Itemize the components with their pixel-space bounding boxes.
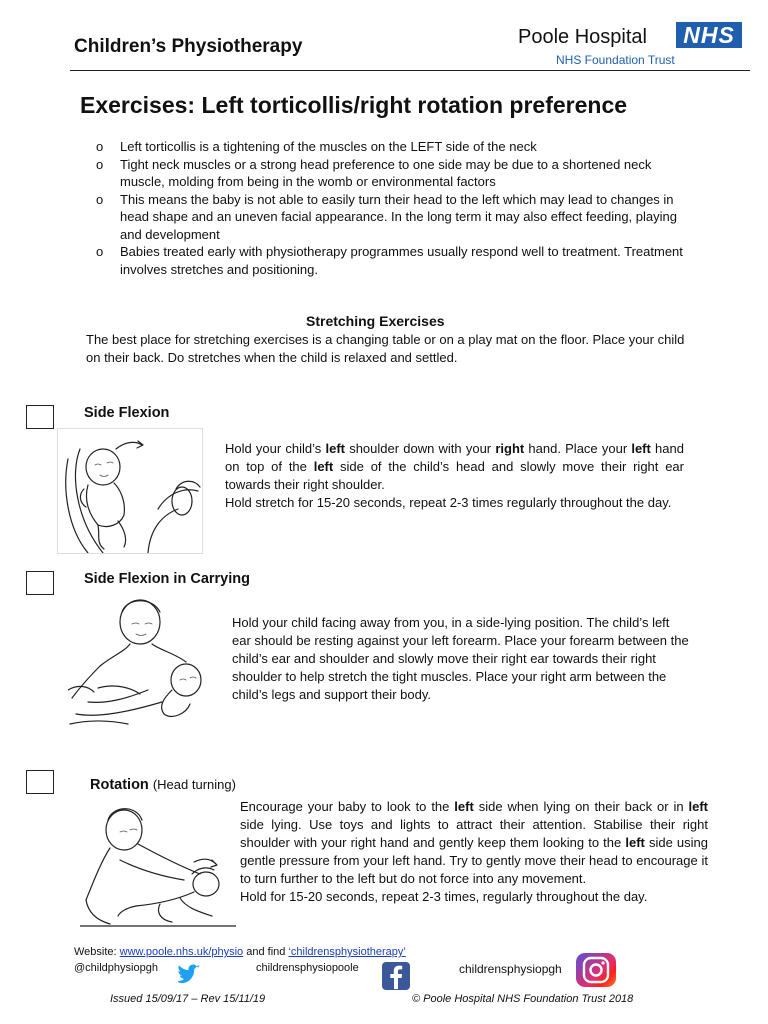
- instruction-text: side of the child’s head and slowly move their right ear towards their right shoulder.: [225, 459, 684, 492]
- instagram-camera-icon[interactable]: [576, 953, 616, 987]
- instruction-text: side lying. Use toys and lights to attract their attention. Stabilise their right shoulder with your right hand and gently keep them looking to the: [240, 817, 708, 850]
- bullet-text: This means the baby is not able to easily turn their head to the left which may lead to changes in head shape and an uneven facial appearance. In the long term it may also effect feeding, playing and development: [120, 191, 677, 242]
- rotation-illustration: [80, 800, 236, 928]
- bullet-marker: o: [96, 244, 104, 259]
- emphasis-text: right: [495, 441, 525, 456]
- bullet-marker: o: [96, 139, 104, 154]
- exercise-instructions: [225, 441, 684, 492]
- section-intro: The best place for stretching exercises is a changing table or on a play mat on the floor. Place your child on their back. Do stretches when the child is relaxed and settled.: [86, 332, 685, 365]
- emphasis-text: left: [313, 459, 334, 474]
- carrying-checkbox[interactable]: [26, 571, 54, 595]
- side-flexion-description: [225, 440, 684, 512]
- exercise-title: [90, 777, 236, 793]
- instruction-text: Hold your child’s: [225, 441, 326, 456]
- instruction-text: Encourage your baby to look to the: [240, 799, 455, 814]
- rotation-note: (Head turning): [152, 777, 236, 792]
- copyright: © Poole Hospital NHS Foundation Trust 2018: [412, 993, 634, 1005]
- header-divider: [70, 70, 750, 71]
- department-title: Children’s Physiotherapy: [74, 36, 303, 57]
- nhs-logo: NHS: [676, 22, 742, 48]
- instruction-text: hand. Place your: [524, 441, 632, 456]
- emphasis-text: left: [631, 441, 651, 456]
- instruction-text: shoulder down with your: [345, 441, 496, 456]
- exercise-title: Side Flexion: [84, 405, 170, 421]
- emphasis-text: left: [688, 799, 708, 814]
- instruction-text: side when lying on their back or in: [473, 799, 689, 814]
- rotation-checkbox[interactable]: [26, 770, 54, 794]
- bullet-text: Tight neck muscles or a strong head preference to one side may be due to a shortened neck muscle, molding from being in the womb or environmental factors: [120, 156, 652, 189]
- rotation-title: Rotation: [90, 777, 149, 793]
- issue-date: Issued 15/09/17 – Rev 15/11/19: [110, 993, 266, 1005]
- exercise-title: Side Flexion in Carrying: [84, 571, 250, 587]
- side-flexion-checkbox[interactable]: [26, 405, 54, 429]
- side-flexion-illustration: [57, 428, 203, 554]
- exercise-hold: Hold for 15-20 seconds, repeat 2-3 times, regularly throughout the day.: [240, 889, 648, 904]
- bullet-marker: o: [96, 156, 104, 172]
- facebook-f-icon[interactable]: [382, 962, 410, 990]
- hospital-name: Poole Hospital: [518, 26, 647, 48]
- twitter-bird-icon[interactable]: [178, 964, 202, 984]
- emphasis-text: left: [325, 441, 345, 456]
- list-item: [96, 243, 696, 278]
- twitter-handle[interactable]: @childphysiopgh: [74, 962, 158, 974]
- carrying-illustration: [68, 594, 228, 728]
- instruction-text: hand on top of the: [225, 441, 684, 474]
- instruction-text: side using gentle pressure from your left hand. Try to gently move their head to encourage it to turn further to the left but do not force into any movement.: [240, 835, 709, 886]
- trust-name: NHS Foundation Trust: [556, 53, 675, 67]
- exercise-hold: Hold stretch for 15-20 seconds, repeat 2-3 times regularly throughout the day.: [225, 495, 672, 510]
- find-text: and find: [246, 946, 286, 958]
- carrying-description: Hold your child facing away from you, in a side-lying position. The child’s left ear should be resting against your left forearm. Place your forearm between the child’s ear and shoulder and slowly move their right ear towards their right shoulder to help stretch the tight muscles. Place your right arm between the child’s legs and support their body.: [232, 615, 689, 702]
- list-item: [96, 191, 696, 244]
- find-link[interactable]: ‘childrensphysiotherapy’: [288, 946, 406, 958]
- page-title: Exercises: Left torticollis/right rotation preference: [80, 92, 628, 118]
- website-line: [74, 946, 406, 958]
- emphasis-text: left: [454, 799, 474, 814]
- rotation-description: [240, 798, 708, 906]
- list-item: [96, 156, 696, 191]
- info-list: [96, 138, 696, 278]
- section-heading: Stretching Exercises: [306, 313, 445, 329]
- facebook-handle[interactable]: childrensphysiopoole: [256, 962, 359, 974]
- instagram-handle[interactable]: childrensphysiopgh: [459, 962, 562, 976]
- bullet-text: Babies treated early with physiotherapy programmes usually respond well to treatment. Treatment involves stretches and positioning.: [120, 244, 683, 277]
- exercise-instructions: [240, 799, 708, 886]
- bullet-text: Left torticollis is a tightening of the muscles on the LEFT side of the neck: [120, 139, 537, 154]
- website-label: Website:: [74, 946, 117, 958]
- website-link[interactable]: www.poole.nhs.uk/physio: [119, 946, 244, 958]
- emphasis-text: left: [625, 835, 645, 850]
- list-item: [96, 138, 696, 156]
- bullet-marker: o: [96, 191, 104, 207]
